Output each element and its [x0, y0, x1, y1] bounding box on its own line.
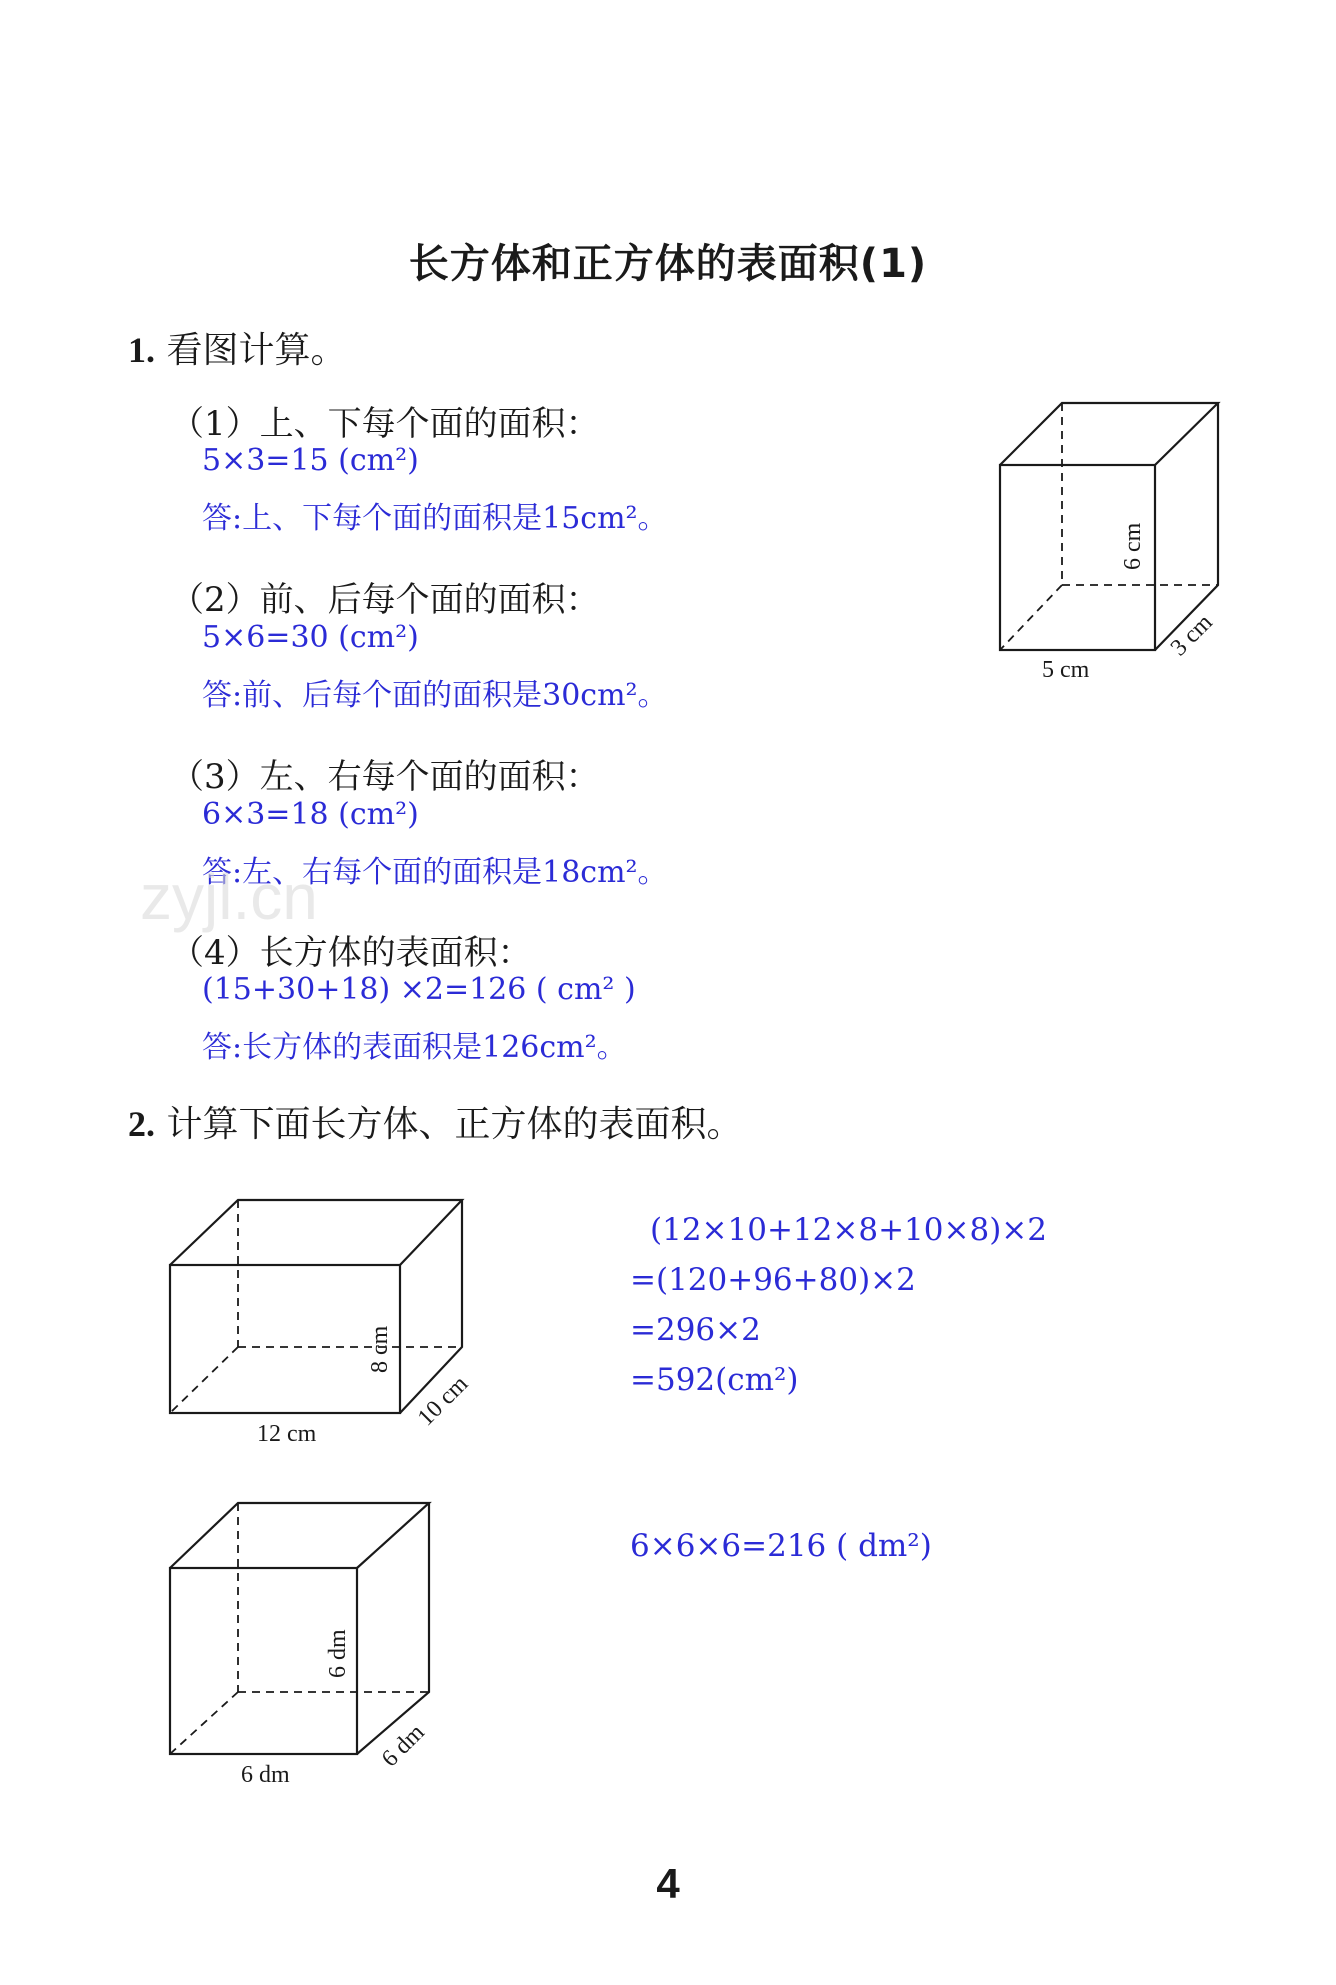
q1-part1-answer: 答:上、下每个面的面积是15cm²。	[202, 501, 668, 536]
q2-cuboid-step-4: =592(cm²)	[630, 1362, 799, 1398]
q2-cube-right-edges	[357, 1503, 429, 1754]
q2-cube-step-1: 6×6×6=216 ( dm²)	[630, 1528, 932, 1564]
q2-cuboid-top-face	[170, 1200, 462, 1265]
q2-cube-height-label: 6 dm	[325, 1629, 351, 1678]
q2-cube-width-label: 6 dm	[376, 1719, 430, 1773]
q1-height-label: 6 cm	[1120, 522, 1146, 570]
q1-part3-answer: 答:左、右每个面的面积是18cm²。	[202, 855, 668, 890]
question-1-heading	[128, 322, 346, 373]
question-1-text: 看图计算。	[166, 330, 347, 371]
q2-hidden-edge-depth	[170, 1347, 238, 1413]
q2-cuboid-width-label: 10 cm	[412, 1370, 474, 1432]
q1-cuboid-figure	[990, 395, 1240, 695]
q2-cuboid-length-label: 12 cm	[257, 1421, 317, 1447]
q1-part2-answer: 答:前、后每个面的面积是30cm²。	[202, 678, 668, 713]
q2-cube-top-face	[170, 1503, 429, 1568]
question-2-number: 2.	[128, 1104, 155, 1144]
q1-part4-calc: (15+30+18) ×2=126 ( cm² )	[202, 972, 636, 1007]
hidden-edge-depth	[1000, 585, 1062, 650]
q1-part1-label: （1）上、下每个面的面积：	[170, 404, 600, 444]
question-2-heading	[128, 1096, 742, 1147]
page-title: 长方体和正方体的表面积(1)	[408, 241, 928, 287]
cuboid-right-edges	[1155, 403, 1218, 650]
q1-length-label: 5 cm	[1042, 657, 1090, 683]
q2-cuboid-figure	[165, 1195, 495, 1455]
question-1-number: 1.	[128, 330, 155, 370]
q2-cube-length-label: 6 dm	[241, 1762, 290, 1788]
q1-part3-label: （3）左、右每个面的面积：	[170, 757, 600, 797]
q2-cuboid-step-1: (12×10+12×8+10×8)×2	[650, 1212, 1047, 1248]
page-number: 4	[656, 1860, 680, 1907]
watermark: zyjl.cn	[140, 861, 318, 933]
q1-part2-label: （2）前、后每个面的面积：	[170, 580, 600, 620]
question-2-text: 计算下面长方体、正方体的表面积。	[166, 1104, 743, 1145]
q1-part2-calc: 5×6=30 (cm²)	[202, 620, 419, 655]
cuboid-top-face	[1000, 403, 1218, 465]
q1-part1-calc: 5×3=15 (cm²)	[202, 443, 419, 478]
q1-part4-label: （4）长方体的表面积：	[170, 933, 532, 973]
q1-part4-answer: 答:长方体的表面积是126cm²。	[202, 1030, 627, 1065]
q2-cuboid-height-label: 8 cm	[367, 1325, 393, 1373]
q1-part3-calc: 6×3=18 (cm²)	[202, 797, 419, 832]
q2-cube-hidden-edge-depth	[170, 1692, 238, 1754]
q2-cuboid-step-3: =296×2	[630, 1312, 761, 1348]
q2-cuboid-front-face	[170, 1265, 400, 1413]
q2-cube-figure	[165, 1500, 455, 1800]
q2-cuboid-step-2: =(120+96+80)×2	[630, 1262, 916, 1298]
q1-width-label: 3 cm	[1165, 609, 1218, 662]
